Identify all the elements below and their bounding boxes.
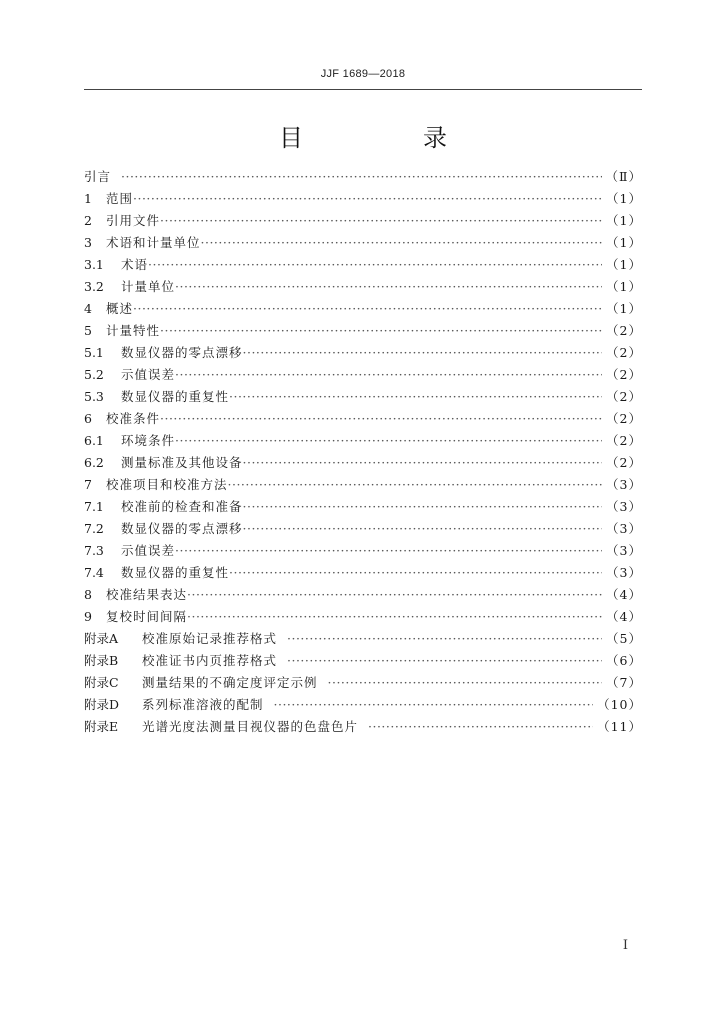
toc-entry[interactable] [84, 254, 642, 276]
toc-entry[interactable] [84, 452, 642, 474]
toc-label: 数显仪器的零点漂移 [121, 345, 243, 360]
toc-page: （2） [606, 411, 642, 426]
toc-entry[interactable] [84, 342, 642, 364]
toc-page: （1） [606, 257, 642, 272]
toc-page: （3） [606, 521, 642, 536]
toc-number: 3.1 [84, 257, 104, 272]
toc-label: 示值误差 [121, 367, 176, 382]
toc-leader [175, 430, 602, 452]
toc-number: 6.2 [84, 455, 104, 470]
toc-label: 校准项目和校准方法 [106, 477, 228, 492]
toc-leader [148, 254, 602, 276]
toc-page: （Ⅱ） [605, 169, 642, 184]
toc-page: （1） [606, 191, 642, 206]
toc-label: 测量标准及其他设备 [121, 455, 243, 470]
toc-label: 示值误差 [121, 543, 176, 558]
toc-leader [175, 364, 602, 386]
toc-number: 3 [84, 235, 92, 250]
toc-label: 术语 [121, 257, 149, 272]
toc-entry[interactable] [84, 386, 642, 408]
toc-label: 术语和计量单位 [106, 235, 201, 250]
toc-leader [243, 518, 603, 540]
toc-label: 范围 [106, 191, 134, 206]
toc-label: 校准结果表达 [106, 587, 188, 602]
toc-leader [274, 694, 594, 716]
toc-number: 5.2 [84, 367, 104, 382]
toc-label: 校准条件 [106, 411, 161, 426]
toc-number: 6 [84, 411, 92, 426]
toc-label: 环境条件 [121, 433, 176, 448]
toc-page: （2） [606, 367, 642, 382]
toc-label: 数显仪器的重复性 [121, 565, 230, 580]
toc-label: 复校时间间隔 [106, 609, 188, 624]
toc-number: 附录D [84, 697, 120, 712]
toc-entry[interactable] [84, 650, 642, 672]
toc-label: 光谱光度法测量目视仪器的色盘色片 [142, 719, 359, 734]
toc-leader [160, 320, 602, 342]
toc-page: （1） [606, 213, 642, 228]
toc-entry[interactable] [84, 606, 642, 628]
toc-page: （2） [606, 323, 642, 338]
toc-number: 7.3 [84, 543, 104, 558]
toc-entry[interactable] [84, 716, 642, 738]
toc-leader [229, 386, 602, 408]
toc-leader [287, 628, 602, 650]
toc-leader [160, 408, 602, 430]
toc-entry[interactable] [84, 298, 642, 320]
toc-leader [175, 540, 602, 562]
toc-entry[interactable] [84, 320, 642, 342]
header-rule [84, 89, 642, 90]
toc-label: 测量结果的不确定度评定示例 [142, 675, 318, 690]
toc-label: 引言 [84, 169, 112, 184]
toc-label: 数显仪器的重复性 [121, 389, 230, 404]
toc-entry[interactable] [84, 276, 642, 298]
toc-leader [243, 452, 603, 474]
toc-number: 3.2 [84, 279, 104, 294]
toc-label: 计量单位 [121, 279, 176, 294]
toc-entry[interactable] [84, 474, 642, 496]
toc-number: 7 [84, 477, 92, 492]
toc-number: 7.4 [84, 565, 104, 580]
toc-leader [229, 562, 602, 584]
toc-leader [175, 276, 602, 298]
toc-number: 6.1 [84, 433, 104, 448]
toc-page: （11） [597, 719, 642, 734]
toc-number: 附录B [84, 653, 119, 668]
toc-entry[interactable] [84, 562, 642, 584]
toc-entry[interactable] [84, 232, 642, 254]
toc-page: （2） [606, 345, 642, 360]
toc-leader [201, 232, 603, 254]
toc-number: 7.1 [84, 499, 104, 514]
toc-page: （5） [606, 631, 642, 646]
toc-entry[interactable] [84, 188, 642, 210]
toc-page: （4） [606, 609, 642, 624]
toc-leader [133, 188, 602, 210]
toc-entry[interactable] [84, 210, 642, 232]
toc-page: （2） [606, 433, 642, 448]
toc-page: （3） [606, 477, 642, 492]
toc-entry[interactable] [84, 518, 642, 540]
toc-leader [187, 606, 602, 628]
toc-page: （6） [606, 653, 642, 668]
toc-number: 1 [84, 191, 92, 206]
toc-page: （10） [597, 697, 642, 712]
toc-label: 计量特性 [106, 323, 161, 338]
toc-number: 附录C [84, 675, 119, 690]
page-number: Ⅰ [622, 938, 628, 953]
toc-page: （3） [606, 565, 642, 580]
toc-label: 校准原始记录推荐格式 [142, 631, 278, 646]
toc-page: （2） [606, 389, 642, 404]
toc-page: （3） [606, 499, 642, 514]
toc-page: （2） [606, 455, 642, 470]
toc-page: （1） [606, 235, 642, 250]
toc-leader [228, 474, 603, 496]
table-of-contents [84, 166, 642, 738]
toc-label: 引用文件 [106, 213, 161, 228]
toc-page: （1） [606, 301, 642, 316]
toc-page: （1） [606, 279, 642, 294]
toc-label: 概述 [106, 301, 134, 316]
page-header: JJF 1689—2018 [320, 68, 406, 80]
page-title: 目 录 [279, 124, 495, 152]
toc-entry[interactable] [84, 584, 642, 606]
toc-entry[interactable] [84, 694, 642, 716]
toc-entry[interactable] [84, 672, 642, 694]
toc-entry[interactable] [84, 408, 642, 430]
toc-number: 9 [84, 609, 92, 624]
toc-number: 7.2 [84, 521, 104, 536]
toc-entry[interactable] [84, 628, 642, 650]
toc-leader [287, 650, 602, 672]
toc-number: 4 [84, 301, 92, 316]
toc-leader [160, 210, 602, 232]
toc-number: 8 [84, 587, 92, 602]
toc-entry[interactable] [84, 364, 642, 386]
toc-leader [187, 584, 602, 606]
toc-label: 校准前的检查和准备 [121, 499, 243, 514]
toc-number: 5 [84, 323, 92, 338]
toc-leader [243, 496, 603, 518]
toc-leader [121, 166, 601, 188]
toc-number: 5.1 [84, 345, 104, 360]
toc-entry[interactable] [84, 540, 642, 562]
toc-label: 校准证书内页推荐格式 [142, 653, 278, 668]
toc-entry[interactable] [84, 166, 642, 188]
toc-number: 5.3 [84, 389, 104, 404]
toc-entry[interactable] [84, 496, 642, 518]
toc-label: 数显仪器的零点漂移 [121, 521, 243, 536]
toc-leader [243, 342, 603, 364]
toc-label: 系列标准溶液的配制 [142, 697, 264, 712]
toc-leader [133, 298, 602, 320]
toc-leader [328, 672, 603, 694]
toc-page: （7） [606, 675, 642, 690]
toc-number: 附录E [84, 719, 119, 734]
toc-leader [368, 716, 593, 738]
toc-number: 附录A [84, 631, 119, 646]
toc-number: 2 [84, 213, 92, 228]
toc-entry[interactable] [84, 430, 642, 452]
toc-page: （3） [606, 543, 642, 558]
toc-page: （4） [606, 587, 642, 602]
